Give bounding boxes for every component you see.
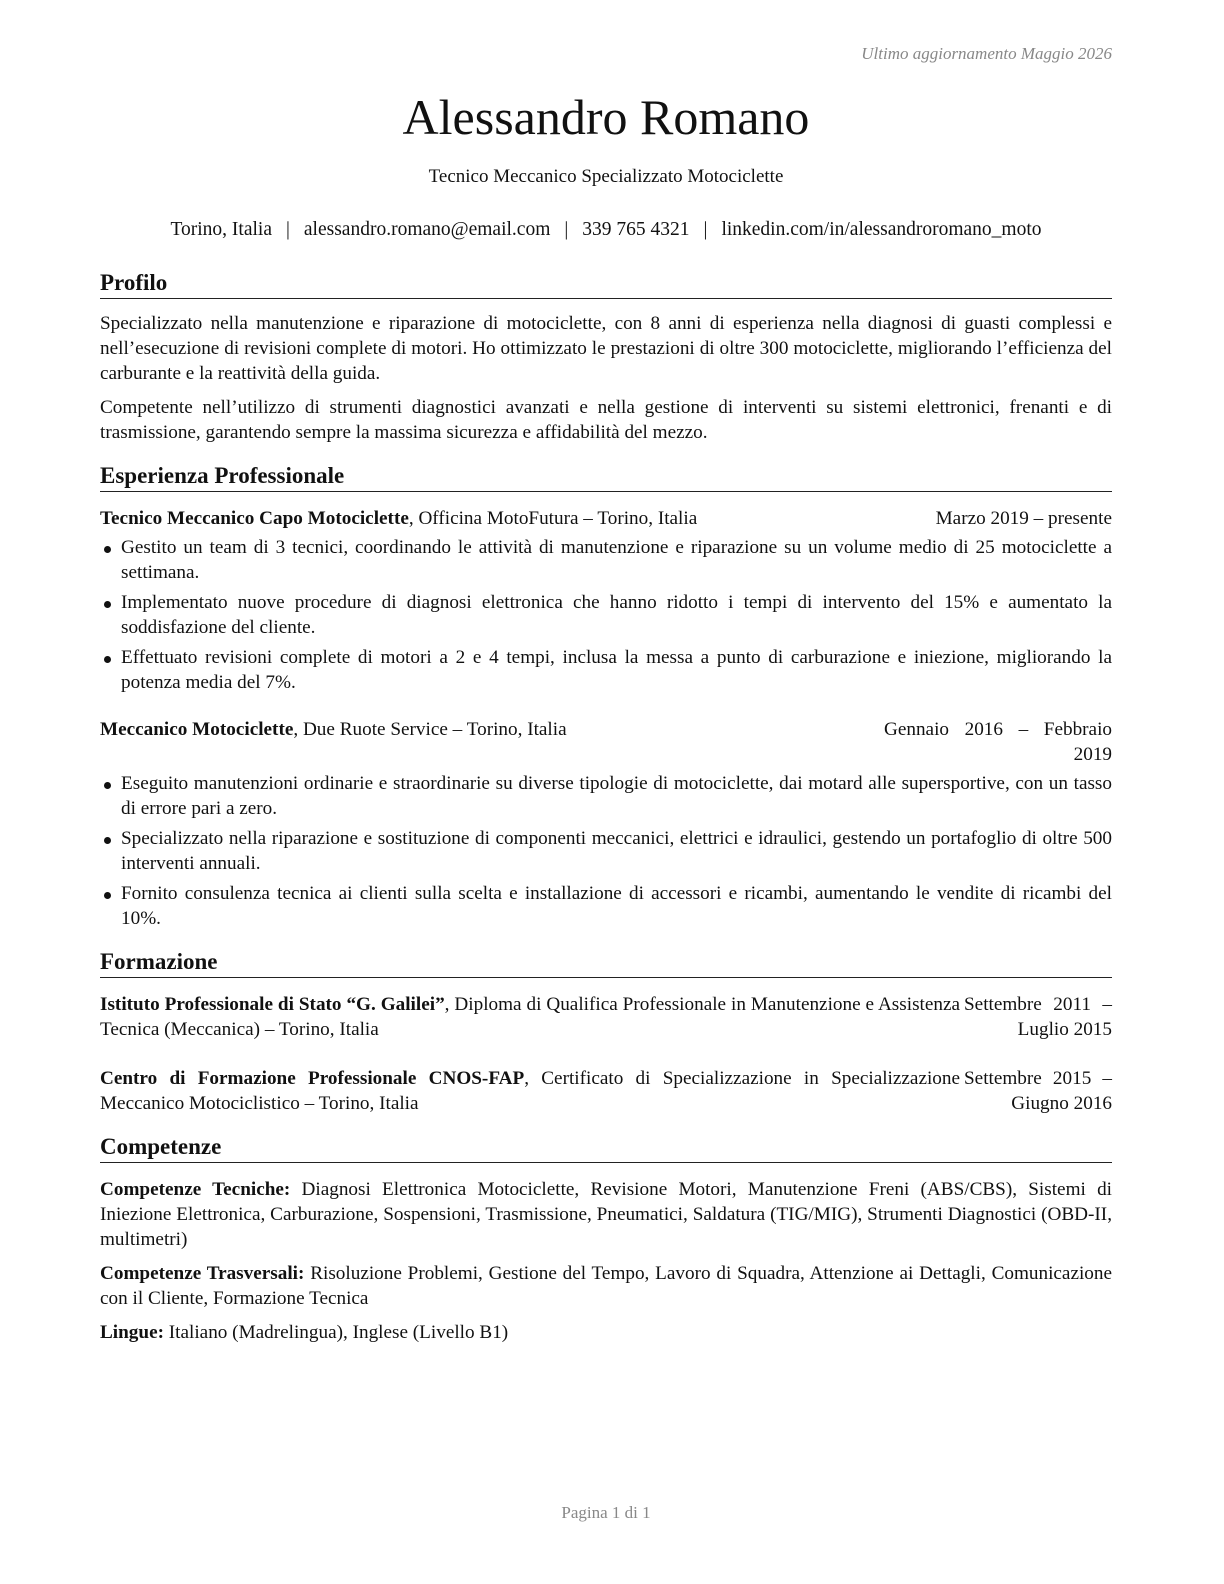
education-school: Istituto Professionale di Stato “G. Galilei” [100,994,445,1015]
bullet-icon [104,837,111,844]
job-bullet-list [100,535,1112,695]
education-school: Centro di Formazione Professionale CNOS-FAP [100,1068,525,1089]
section-heading-skills: Competenze [100,1132,1112,1163]
list-item [100,826,1112,876]
education-dates: Settembre 2011 – Luglio 2015 [964,994,1112,1040]
skill-label: Competenze Trasversali: [100,1263,305,1284]
bullet-text: Gestito un team di 3 tecnici, coordinando le attività di manutenzione e riparazione su un volume medio di 25 motociclette a settimana. [121,537,1112,583]
section-heading-experience: Esperienza Professionale [100,461,1112,492]
job-header [100,717,1112,767]
list-item [100,535,1112,585]
list-item [100,771,1112,821]
education-entry [100,1066,1112,1116]
skill-text: Risoluzione Problemi, Gestione del Tempo, Lavoro di Squadra, Attenzione ai Dettagli, Comunicazione con il Cliente, Formazione Tecnica [100,1263,1112,1309]
contact-separator: | [564,219,569,240]
bullet-text: Fornito consulenza tecnica ai clienti sulla scelta e installazione di accessori e ricambi, aumentando le vendite di ricambi del 10%. [121,883,1112,929]
page-number: Pagina 1 di 1 [561,1503,651,1522]
contact-email[interactable]: alessandro.romano@email.com [303,219,551,240]
job-company: , Officina MotoFutura – Torino, Italia [408,508,698,529]
education-section [100,947,1112,1116]
job-title: Tecnico Meccanico Specializzato Motociclette [428,166,784,187]
skill-text: Diagnosi Elettronica Motociclette, Revisione Motori, Manutenzione Freni (ABS/CBS), Sistemi di Iniezione Elettronica, Carburazione, Sospensioni, Trasmissione, Pneumatici, Saldatura (TIG/MIG), Strumenti Diagnostici (OBD-II, multimetri) [100,1179,1112,1250]
profile-paragraph: Specializzato nella manutenzione e riparazione di motociclette, con 8 anni di esperienza nella diagnosi di guasti complessi e nell’esecuzione di revisioni complete di motori. Ho ottimizzato le prestazioni di oltre 300 motociclette, migliorando l’efficienza del carburante e la reattività della guida. [100,313,1112,384]
education-detail: , Diploma di Qualifica Professionale in Manutenzione e Assistenza Tecnica (Meccanica) – Torino, Italia [100,994,961,1040]
education-entry [100,992,1112,1042]
education-text [100,992,964,1042]
section-heading-profile: Profilo [100,268,1112,299]
skills-section [100,1132,1112,1345]
bullet-icon [104,656,111,663]
job-entry [100,506,1112,695]
bullet-icon [104,892,111,899]
list-item [100,590,1112,640]
bullet-icon [104,601,111,608]
last-updated: Ultimo aggiornamento Maggio 2026 [861,44,1112,63]
resume-content [100,268,1112,1354]
job-title-line [100,717,872,767]
contact-separator: | [703,219,708,240]
profile-paragraph: Competente nell’utilizzo di strumenti diagnostici avanzati e nella gestione di interventi su sistemi elettronici, frenanti e di trasmissione, garantendo sempre la massima sicurezza e affidabilità del mezzo. [100,397,1112,443]
contact-city: Torino, Italia [170,219,272,240]
profile-section [100,268,1112,445]
contact-linkedin[interactable]: linkedin.com/in/alessandroromano_moto [721,219,1042,240]
bullet-icon [104,546,111,553]
skill-line [100,1177,1112,1252]
education-text [100,1066,964,1116]
job-dates: Marzo 2019 – presente [935,508,1112,529]
bullet-icon [104,782,111,789]
job-dates: Gennaio 2016 – Febbraio 2019 [884,719,1112,765]
bullet-text: Eseguito manutenzioni ordinarie e straordinarie su diverse tipologie di motociclette, dai motard alle supersportive, con un tasso di errore pari a zero. [121,773,1112,819]
job-entry [100,717,1112,931]
education-detail: , Certificato di Specializzazione in Specializzazione Meccanico Motociclistico – Torino, Italia [100,1068,960,1114]
contact-separator: | [286,219,290,240]
education-dates: Settembre 2015 – Giugno 2016 [964,1068,1112,1114]
skill-line [100,1320,1112,1345]
skill-label: Lingue: [100,1322,164,1343]
skill-label: Competenze Tecniche: [100,1179,291,1200]
bullet-text: Specializzato nella riparazione e sostituzione di componenti meccanici, elettrici e idraulici, gestendo un portafoglio di oltre 500 interventi annuali. [121,828,1112,874]
list-item [100,881,1112,931]
job-title-line [100,506,924,531]
skill-text: Italiano (Madrelingua), Inglese (Livello B1) [163,1322,509,1343]
list-item [100,645,1112,695]
skill-line [100,1261,1112,1311]
job-role: Meccanico Motociclette [100,719,294,740]
experience-section [100,461,1112,931]
candidate-name: Alessandro Romano [402,89,810,145]
job-header [100,506,1112,531]
contact-phone: 339 765 4321 [582,219,690,240]
job-company: , Due Ruote Service – Torino, Italia [293,719,567,740]
resume-page [100,0,1112,1584]
job-role: Tecnico Meccanico Capo Motociclette [100,508,409,529]
section-heading-education: Formazione [100,947,1112,978]
bullet-text: Effettuato revisioni complete di motori a 2 e 4 tempi, inclusa la messa a punto di carburazione e iniezione, migliorando la potenza media del 7%. [121,647,1112,693]
contact-bar [0,219,1212,241]
bullet-text: Implementato nuove procedure di diagnosi elettronica che hanno ridotto i tempi di intervento del 15% e aumentato la soddisfazione del cliente. [121,592,1112,638]
job-bullet-list [100,771,1112,931]
